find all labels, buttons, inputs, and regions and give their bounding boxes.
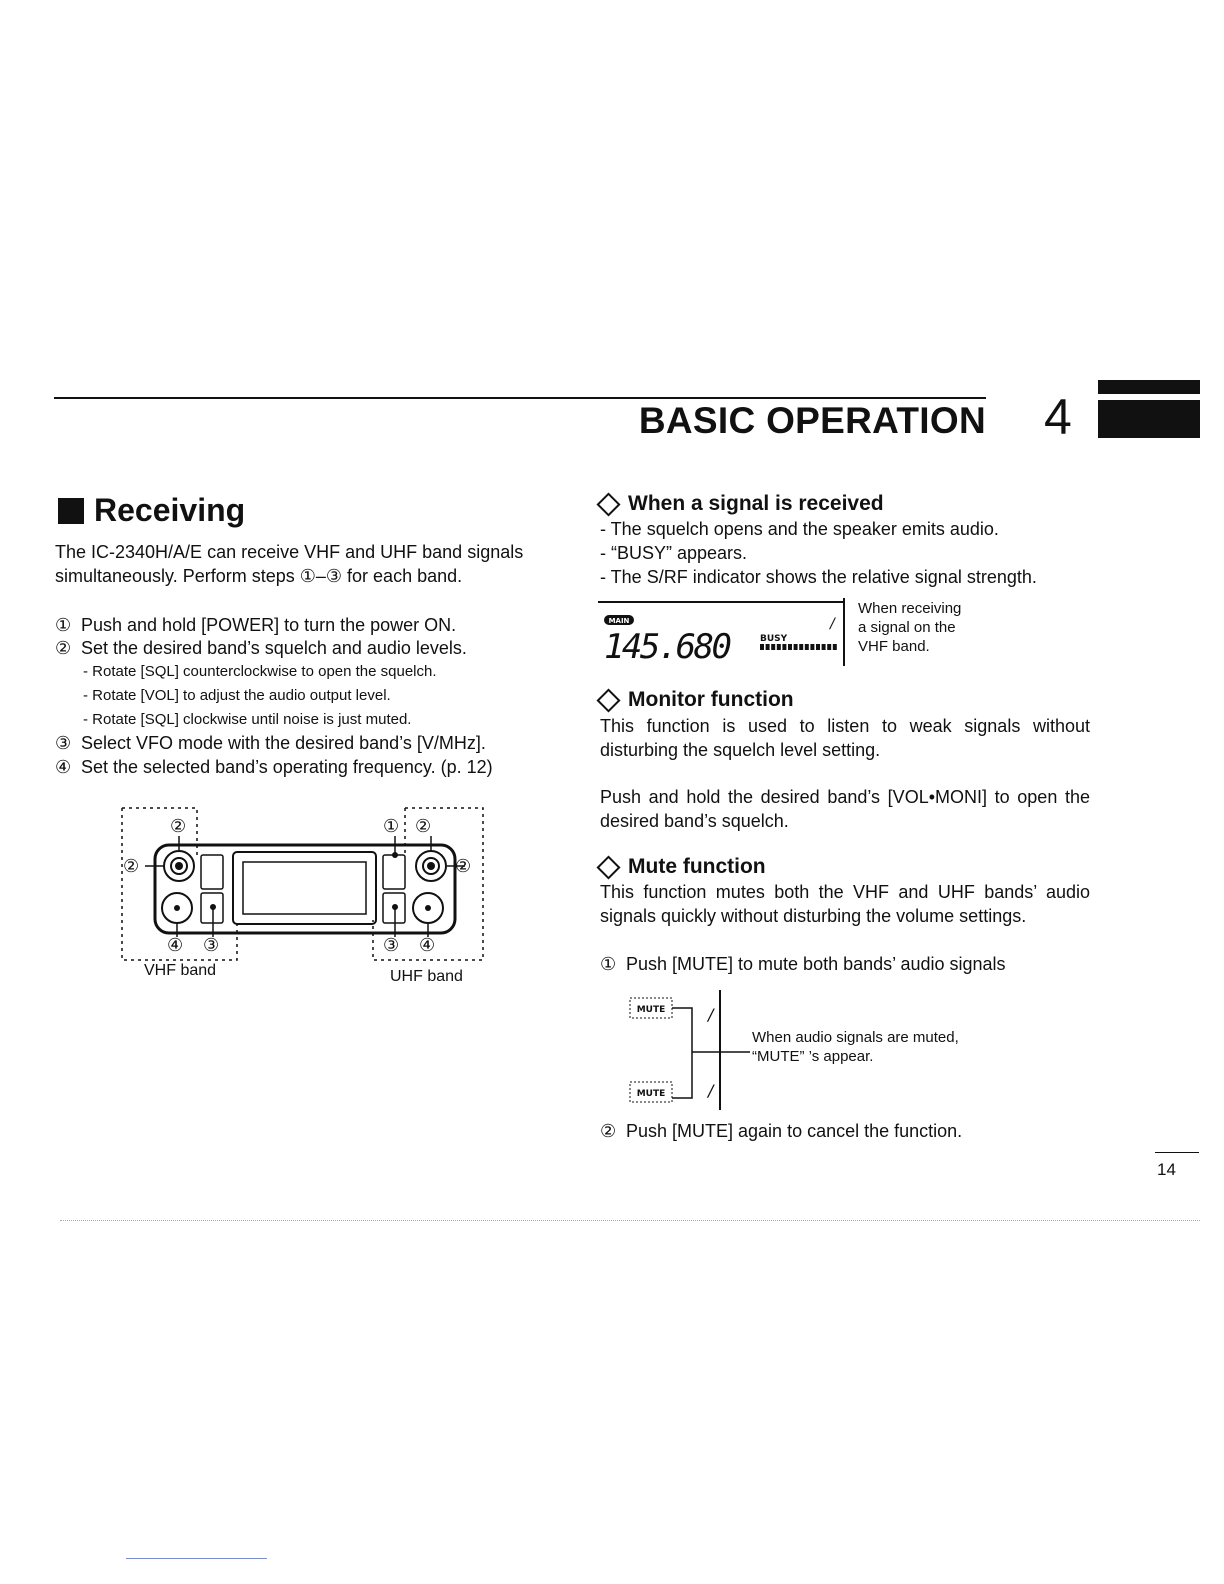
srf-segment	[816, 644, 820, 650]
signal-item-1: - The squelch opens and the speaker emits audio.	[600, 519, 999, 539]
srf-segment	[810, 644, 814, 650]
page-number-rule	[1155, 1152, 1199, 1153]
fig-callout: ②	[455, 856, 472, 877]
srf-segment	[777, 644, 781, 650]
vhf-band-label: VHF band	[144, 962, 217, 979]
fig-callout: ②	[170, 816, 187, 837]
signal-title: When a signal is received	[628, 492, 884, 515]
mute-line-2: signals quickly without disturbing the volume settings.	[600, 906, 1027, 926]
lcd-caption-3: VHF band.	[858, 638, 930, 655]
substep-1: - Rotate [SQL] counterclockwise to open the squelch.	[83, 663, 437, 680]
mute-heading	[594, 855, 766, 879]
scan-artifact-blue-line	[126, 1558, 267, 1559]
monitor-line-4: desired band’s squelch.	[600, 811, 789, 831]
step-2	[55, 636, 467, 660]
mute-label-top: MUTE	[636, 1005, 666, 1015]
scan-artifact-line	[60, 1220, 1200, 1222]
svg-text:/: /	[708, 1081, 714, 1100]
mute-figure	[624, 986, 764, 1114]
main-badge-text: MAIN	[608, 617, 630, 625]
panel-display	[243, 862, 366, 914]
signal-item-2: - “BUSY” appears.	[600, 543, 748, 563]
mute-title: Mute function	[628, 855, 766, 878]
busy-indicator: BUSY	[760, 634, 788, 644]
chapter-title: BASIC OPERATION	[638, 400, 986, 441]
srf-segment	[827, 644, 831, 650]
srf-segment	[771, 644, 775, 650]
srf-segment	[799, 644, 803, 650]
step-num: ③	[55, 733, 72, 753]
lcd-figure	[596, 598, 856, 670]
fig-callout: ④	[419, 935, 436, 956]
srf-segment	[794, 644, 798, 650]
diamond-bullet-icon	[596, 688, 620, 712]
uhf-band-label: UHF band	[390, 968, 463, 985]
srf-segment	[805, 644, 809, 650]
step-num: ②	[600, 1121, 617, 1141]
step-text: Push and hold [POWER] to turn the power ON.	[81, 615, 457, 635]
mute-step-1	[600, 952, 1006, 976]
chapter-tab-thick	[1098, 400, 1200, 438]
step-num: ①	[55, 615, 72, 635]
page-number: 14	[1157, 1160, 1176, 1179]
svg-text:/: /	[830, 616, 835, 632]
panel-body	[155, 845, 455, 933]
svg-text:/: /	[708, 1005, 714, 1024]
step-num: ④	[55, 757, 72, 777]
monitor-title: Monitor function	[628, 688, 794, 711]
lcd-caption-1: When receiving	[858, 600, 962, 617]
diamond-bullet-icon	[596, 492, 620, 516]
step-text: Set the selected band’s operating frequency. (p. 12)	[81, 757, 493, 777]
fig-callout: ③	[203, 935, 220, 956]
monitor-line-1: This function is used to listen to weak signals without	[600, 716, 1090, 736]
step-4	[55, 755, 493, 779]
fig-callout: ④	[167, 935, 184, 956]
srf-segment	[833, 644, 837, 650]
square-bullet-icon	[58, 498, 84, 524]
header-rule	[54, 397, 986, 399]
mute-label-bottom: MUTE	[636, 1089, 666, 1099]
receiving-heading	[58, 492, 245, 529]
fig-callout: ②	[415, 816, 432, 837]
fig-callout: ②	[123, 856, 140, 877]
receiving-intro-1: The IC-2340H/A/E can receive VHF and UHF band signals	[55, 542, 524, 562]
chapter-number: 4	[1044, 389, 1072, 445]
srf-indicator	[760, 644, 837, 650]
step-num: ②	[55, 638, 72, 658]
lcd-frequency: 145.680	[604, 627, 732, 667]
receiving-intro-2: simultaneously. Perform steps ①–③ for each band.	[55, 566, 463, 586]
chapter-tab-thin	[1098, 380, 1200, 394]
panel-display-frame	[233, 852, 376, 924]
fig-callout: ①	[383, 816, 400, 837]
monitor-heading	[594, 688, 794, 712]
srf-segment	[782, 644, 786, 650]
step-text: Push [MUTE] to mute both bands’ audio signals	[626, 954, 1006, 974]
monitor-line-2: disturbing the squelch level setting.	[600, 740, 881, 760]
step-text: Select VFO mode with the desired band’s [V/MHz].	[81, 733, 486, 753]
substep-3: - Rotate [SQL] clockwise until noise is just muted.	[83, 711, 412, 728]
srf-segment	[822, 644, 826, 650]
srf-segment	[766, 644, 770, 650]
lcd-caption-2: a signal on the	[858, 619, 956, 636]
step-text: Set the desired band’s squelch and audio levels.	[81, 638, 467, 658]
step-1	[55, 613, 456, 637]
mute-step-2	[600, 1119, 962, 1143]
srf-segment	[788, 644, 792, 650]
substep-2: - Rotate [VOL] to adjust the audio output level.	[83, 687, 391, 704]
mute-caption-1: When audio signals are muted,	[752, 1029, 959, 1046]
mute-caption-2: “MUTE” ’s appear.	[752, 1048, 874, 1065]
monitor-line-3: Push and hold the desired band’s [VOL•MONI] to open the	[600, 787, 1090, 807]
receiving-title: Receiving	[94, 492, 246, 528]
step-text: Push [MUTE] again to cancel the function.	[626, 1121, 963, 1141]
step-3	[55, 731, 486, 755]
mute-line-1: This function mutes both the VHF and UHF bands’ audio	[600, 882, 1090, 902]
diamond-bullet-icon	[596, 855, 620, 879]
signal-item-3: - The S/RF indicator shows the relative signal strength.	[600, 567, 1037, 587]
srf-segment	[760, 644, 764, 650]
fig-callout: ③	[383, 935, 400, 956]
step-num: ①	[600, 954, 617, 974]
signal-heading	[594, 492, 884, 516]
